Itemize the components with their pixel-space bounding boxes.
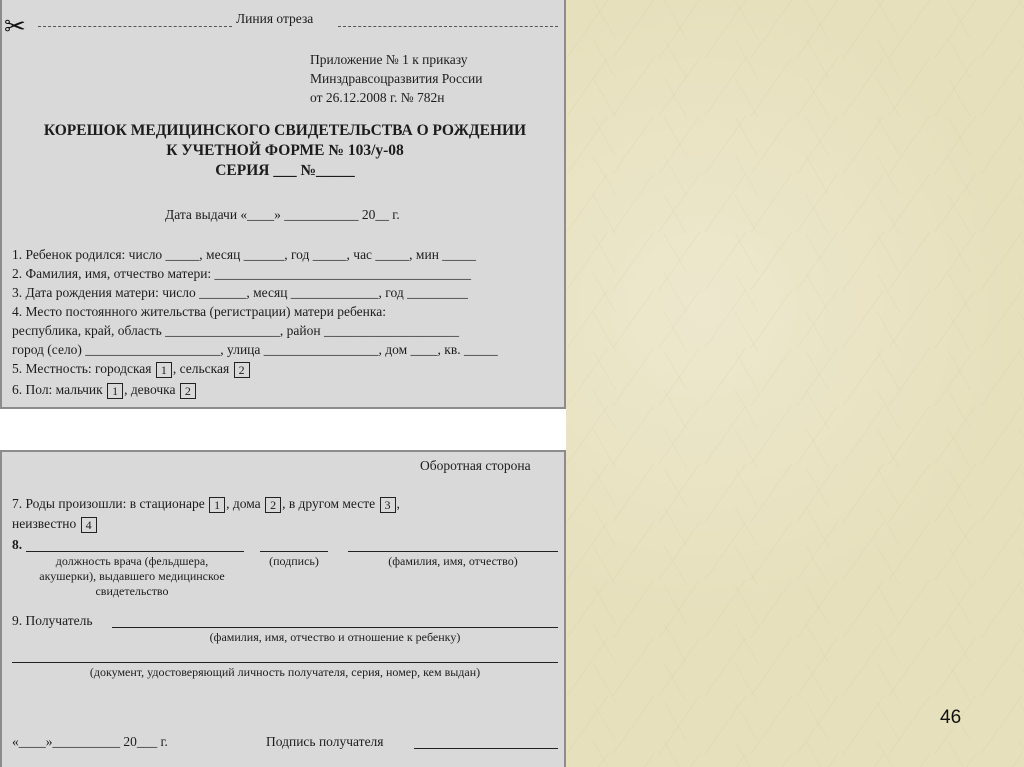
recipient-signature-label: Подпись получателя [266, 734, 384, 749]
document-title-line-1: КОРЕШОК МЕДИЦИНСКОГО СВИДЕТЕЛЬСТВА О РОЖДЕНИИ [43, 122, 527, 139]
checkbox-rural[interactable]: 2 [234, 362, 250, 378]
item-6-label: 6. Пол: мальчик [12, 382, 103, 397]
scissors-icon: ✂ [4, 12, 26, 41]
item-5-rural-label: , сельская [172, 361, 230, 376]
item-4-address: город (село) ____________________, улица _________________, дом ____, кв. _____ [12, 342, 498, 357]
checkbox-urban[interactable]: 1 [156, 362, 172, 378]
item-8-position-caption-3: свидетельство [95, 584, 169, 598]
item-5-label: 5. Местность: городская [12, 361, 152, 376]
item-5-locality [12, 361, 251, 378]
certificate-reverse-panel [0, 450, 566, 767]
item-4-residence-heading: 4. Место постоянного жительства (регистрации) матери ребенка: [12, 304, 386, 319]
item-8-position-caption-1: должность врача (фельдшера, [55, 554, 209, 568]
reverse-side-label: Оборотная сторона [420, 458, 531, 473]
order-line-1: Приложение № 1 к приказу [310, 52, 468, 67]
document-title-line-2: К УЧЕТНОЙ ФОРМЕ № 103/у-08 [166, 142, 404, 159]
item-8-position-line [26, 551, 244, 552]
item-8-position-caption-2: акушерки), выдавшего медицинское [39, 569, 225, 583]
item-7-unknown [12, 516, 98, 533]
item-8-number: 8. [12, 537, 23, 552]
textured-paper-background [566, 0, 1024, 767]
item-8-signature-caption: (подпись) [269, 554, 319, 568]
cut-line-label: Линия отреза [236, 11, 314, 26]
certificate-stub-panel [0, 0, 566, 409]
item-6-girl-label: , девочка [124, 382, 176, 397]
document-title-line-3: СЕРИЯ ___ №_____ [215, 162, 355, 179]
slide-page-number: 46 [940, 707, 962, 728]
checkbox-hospital[interactable]: 1 [209, 497, 225, 513]
checkbox-home[interactable]: 2 [265, 497, 281, 513]
final-date: «____»__________ 20___ г. [12, 734, 168, 749]
item-9-recipient-caption: (фамилия, имя, отчество и отношение к ребенку) [209, 630, 461, 644]
item-8-name-line [348, 551, 558, 552]
checkbox-other-place[interactable]: 3 [380, 497, 396, 513]
order-line-3: от 26.12.2008 г. № 782н [310, 90, 445, 105]
document-line [12, 662, 558, 663]
item-6-sex [12, 382, 197, 399]
item-4-region: республика, край, область _________________, район ____________________ [12, 323, 459, 338]
item-9-recipient-line [112, 627, 558, 628]
item-3-mother-birthdate: 3. Дата рождения матери: число _______, месяц _____________, год _________ [12, 285, 468, 300]
item-9-recipient-label: 9. Получатель [12, 613, 93, 628]
item-8-name-caption: (фамилия, имя, отчество) [388, 554, 518, 568]
checkbox-girl[interactable]: 2 [180, 383, 196, 399]
cut-line-left [38, 26, 232, 27]
checkbox-boy[interactable]: 1 [107, 383, 123, 399]
item-7-label: 7. Роды произошли: в стационаре [12, 496, 205, 511]
order-line-2: Минздравсоцразвития России [310, 71, 483, 86]
item-7-other-label: , в другом месте [282, 496, 376, 511]
recipient-signature-line [414, 748, 558, 749]
item-7-home-label: , дома [226, 496, 261, 511]
document-caption: (документ, удостоверяющий личность получателя, серия, номер, кем выдан) [89, 665, 481, 679]
item-8-signature-line [260, 551, 328, 552]
item-1-birth-datetime: 1. Ребенок родился: число _____, месяц ______, год _____, час _____, мин _____ [12, 247, 477, 262]
checkbox-unknown[interactable]: 4 [81, 517, 97, 533]
cut-line-right [338, 26, 558, 27]
item-7-birth-place: 7. Роды произошли: в стационаре 1 , дома 2 , в другом месте 3 , [12, 496, 400, 512]
item-2-mother-name: 2. Фамилия, имя, отчество матери: ______________________________________ [12, 266, 472, 281]
issue-date: Дата выдачи «____» ___________ 20__ г. [165, 207, 400, 222]
item-7-unknown-label: неизвестно [12, 516, 77, 531]
